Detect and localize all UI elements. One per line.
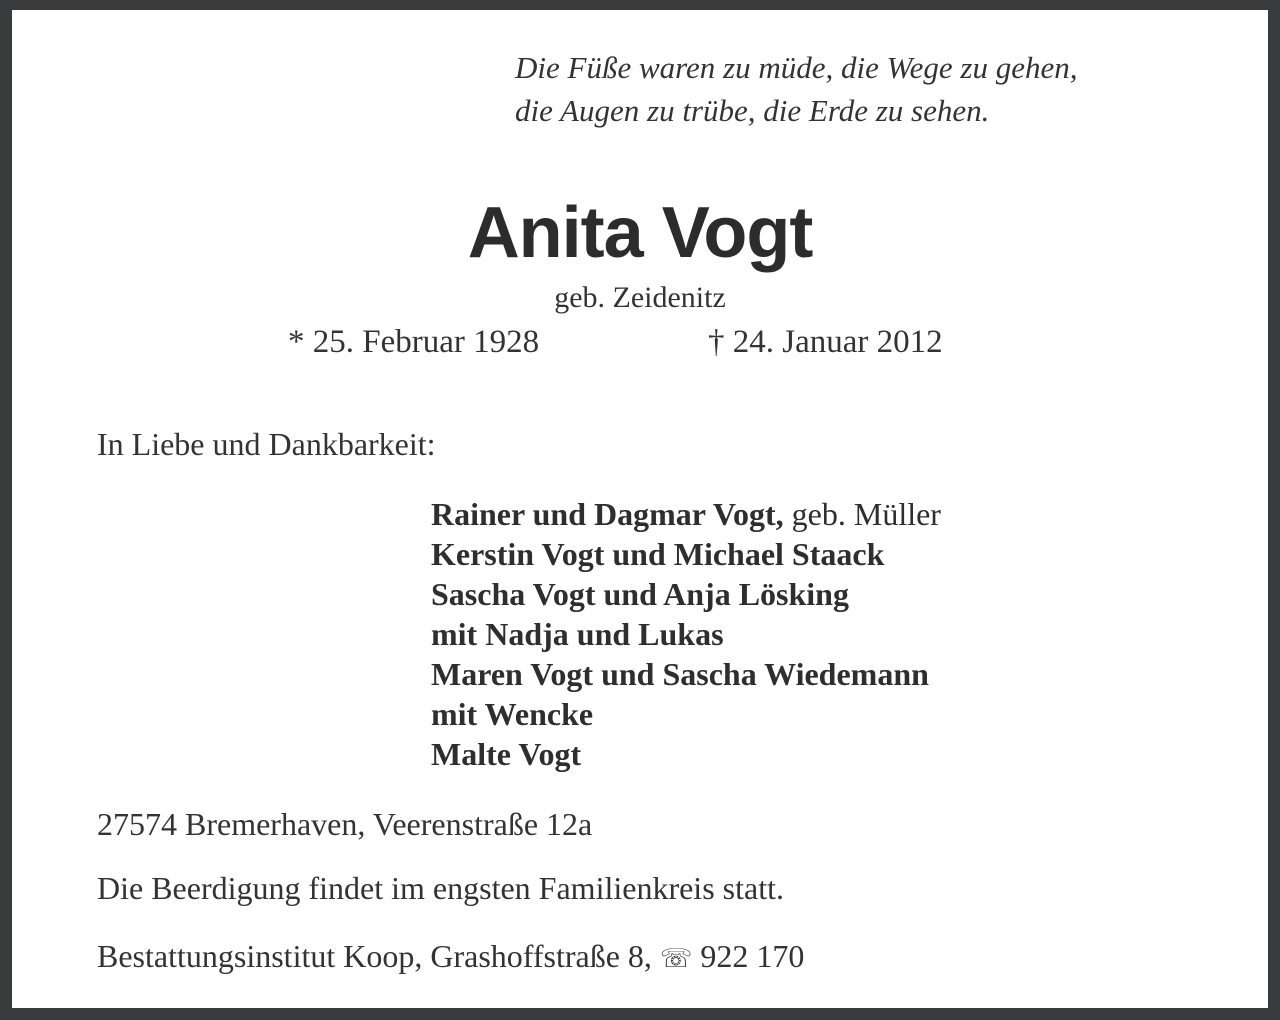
family-member: Kerstin Vogt und Michael Staack bbox=[431, 536, 885, 572]
poem-line: die Augen zu trübe, die Erde zu sehen. bbox=[515, 93, 990, 128]
phone-number: 922 170 bbox=[692, 938, 805, 974]
family-member: mit Nadja und Lukas bbox=[431, 616, 724, 652]
family-member: Sascha Vogt und Anja Lösking bbox=[431, 576, 849, 612]
intro-text: In Liebe und Dankbarkeit: bbox=[97, 426, 436, 462]
poem-line: Die Füße waren zu müde, die Wege zu gehen, bbox=[515, 50, 1078, 85]
family-member: mit Wencke bbox=[431, 696, 594, 732]
maiden-name: geb. Zeidenitz bbox=[554, 281, 726, 314]
poem bbox=[515, 46, 1077, 132]
birth-date: * 25. Februar 1928 bbox=[288, 324, 540, 360]
address: 27574 Bremerhaven, Veerenstraße 12a bbox=[97, 806, 593, 842]
obituary-card bbox=[12, 10, 1268, 1008]
family-member: Malte Vogt bbox=[431, 736, 582, 772]
undertaker-text: Bestattungsinstitut Koop, Grashoffstraße 8, bbox=[97, 938, 660, 974]
deceased-name: Anita Vogt bbox=[467, 193, 813, 273]
family-list bbox=[431, 494, 941, 774]
burial-notice: Die Beerdigung findet im engsten Familienkreis statt. bbox=[97, 870, 784, 906]
family-member: Maren Vogt und Sascha Wiedemann bbox=[431, 656, 929, 692]
family-member: Rainer und Dagmar Vogt, geb. Müller bbox=[431, 496, 941, 532]
death-date: † 24. Januar 2012 bbox=[708, 324, 943, 360]
undertaker-info bbox=[97, 934, 804, 981]
telephone-icon: ☏ bbox=[659, 944, 693, 974]
